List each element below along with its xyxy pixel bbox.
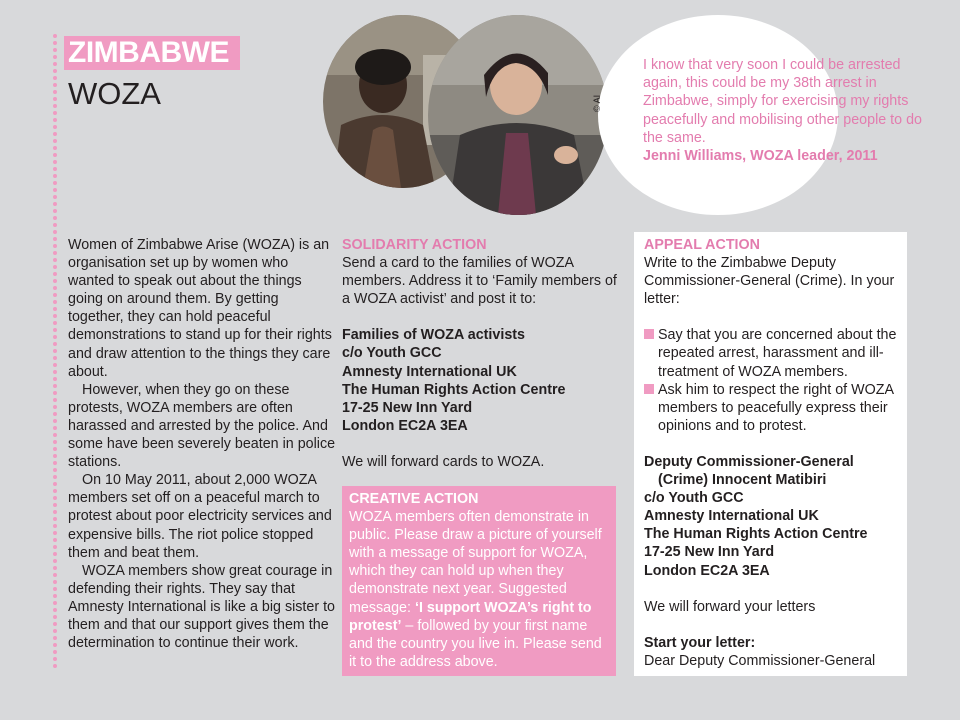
appeal-intro: Write to the Zimbabwe Deputy Commissioner-General (Crime). In your letter: <box>644 255 895 308</box>
quote-text: I know that very soon I could be arrested again, this could be my 38th arrest in Zimbabwe, simply for exercising my rights peacefully and mobilising other people to do the same. <box>643 57 922 146</box>
appeal-bullet-text: Ask him to respect the right of WOZA members to peacefully express their opinions and to protest. <box>658 381 894 434</box>
address-line: c/o Youth GCC <box>644 490 744 507</box>
creative-text-before: WOZA members often demonstrate in public. Please draw a picture of yourself with a message of support for WOZA, which they can hold up when they demonstrate next year. Suggested message: <box>349 509 602 616</box>
address-line: London EC2A 3EA <box>644 562 770 579</box>
address-line: 17-25 New Inn Yard <box>342 399 473 416</box>
creative-text-after: – followed by your first name and the country you live in. Please send it to the address above. <box>349 617 602 670</box>
woman-photo-right <box>428 15 608 215</box>
salutation: Dear Deputy Commissioner-General <box>644 652 876 669</box>
dotted-rule <box>52 34 58 674</box>
solidarity-heading: SOLIDARITY ACTION <box>342 237 487 253</box>
address-line: The Human Rights Action Centre <box>342 381 566 398</box>
appeal-bullet <box>644 381 897 435</box>
address-line: Amnesty International UK <box>342 363 517 380</box>
address-line: Amnesty International UK <box>644 508 819 525</box>
solidarity-action <box>342 236 622 471</box>
story-paragraph: Women of Zimbabwe Arise (WOZA) is an organisation set up by women who wanted to speak out about the things going on around them. By getting together, they can hold peaceful demonstrations to stand up for their rights and draw attention to the things they care about. <box>68 237 332 380</box>
creative-text <box>349 508 609 671</box>
story-paragraph: On 10 May 2011, about 2,000 WOZA members set off on a peaceful march to protest about poor electricity services and expensive bills. The riot police stopped them and beat them. <box>68 472 332 561</box>
bullet-square-icon <box>644 384 654 394</box>
country-tag: ZIMBABWE <box>64 36 240 70</box>
address-line: Families of WOZA activists <box>342 327 525 344</box>
address-line: c/o Youth GCC <box>342 345 442 362</box>
story-paragraph: WOZA members show great courage in defending their rights. They say that Amnesty International is like a big sister to them and that our support gives them the determination to continue their work. <box>68 562 335 652</box>
bullet-square-icon <box>644 329 654 339</box>
start-label: Start your letter: <box>644 634 756 651</box>
story-paragraph: However, when they go on these protests, WOZA members are often harassed and arrested by the police. And some have been severely beaten in police stations. <box>68 381 336 471</box>
address-line: Deputy Commissioner-General <box>644 453 854 470</box>
page-title: WOZA <box>68 76 161 111</box>
address-line: The Human Rights Action Centre <box>644 526 868 543</box>
address-line: (Crime) Innocent Matibiri <box>658 472 827 489</box>
story-column <box>68 236 338 652</box>
solidarity-footer: We will forward cards to WOZA. <box>342 453 545 470</box>
address-line: London EC2A 3EA <box>342 417 468 434</box>
pull-quote <box>643 56 923 165</box>
creative-action <box>342 486 616 676</box>
appeal-bullet-text: Say that you are concerned about the repeated arrest, harassment and ill-treatment of WOZA members. <box>658 327 897 380</box>
address-line: 17-25 New Inn Yard <box>644 544 775 561</box>
photo-credit: © AI <box>592 94 602 112</box>
creative-message: ‘I support WOZA’s right to protest’ <box>349 599 592 634</box>
appeal-heading: APPEAL ACTION <box>644 237 760 253</box>
creative-heading: CREATIVE ACTION <box>349 491 479 507</box>
quote-attribution: Jenni Williams, WOZA leader, 2011 <box>643 148 878 165</box>
appeal-footer: We will forward your letters <box>644 598 816 615</box>
photo-circle-right <box>428 15 608 215</box>
solidarity-intro: Send a card to the families of WOZA members. Address it to ‘Family members of a WOZA activist’ and post it to: <box>342 255 617 308</box>
appeal-action <box>634 232 907 676</box>
appeal-bullet <box>644 326 897 380</box>
